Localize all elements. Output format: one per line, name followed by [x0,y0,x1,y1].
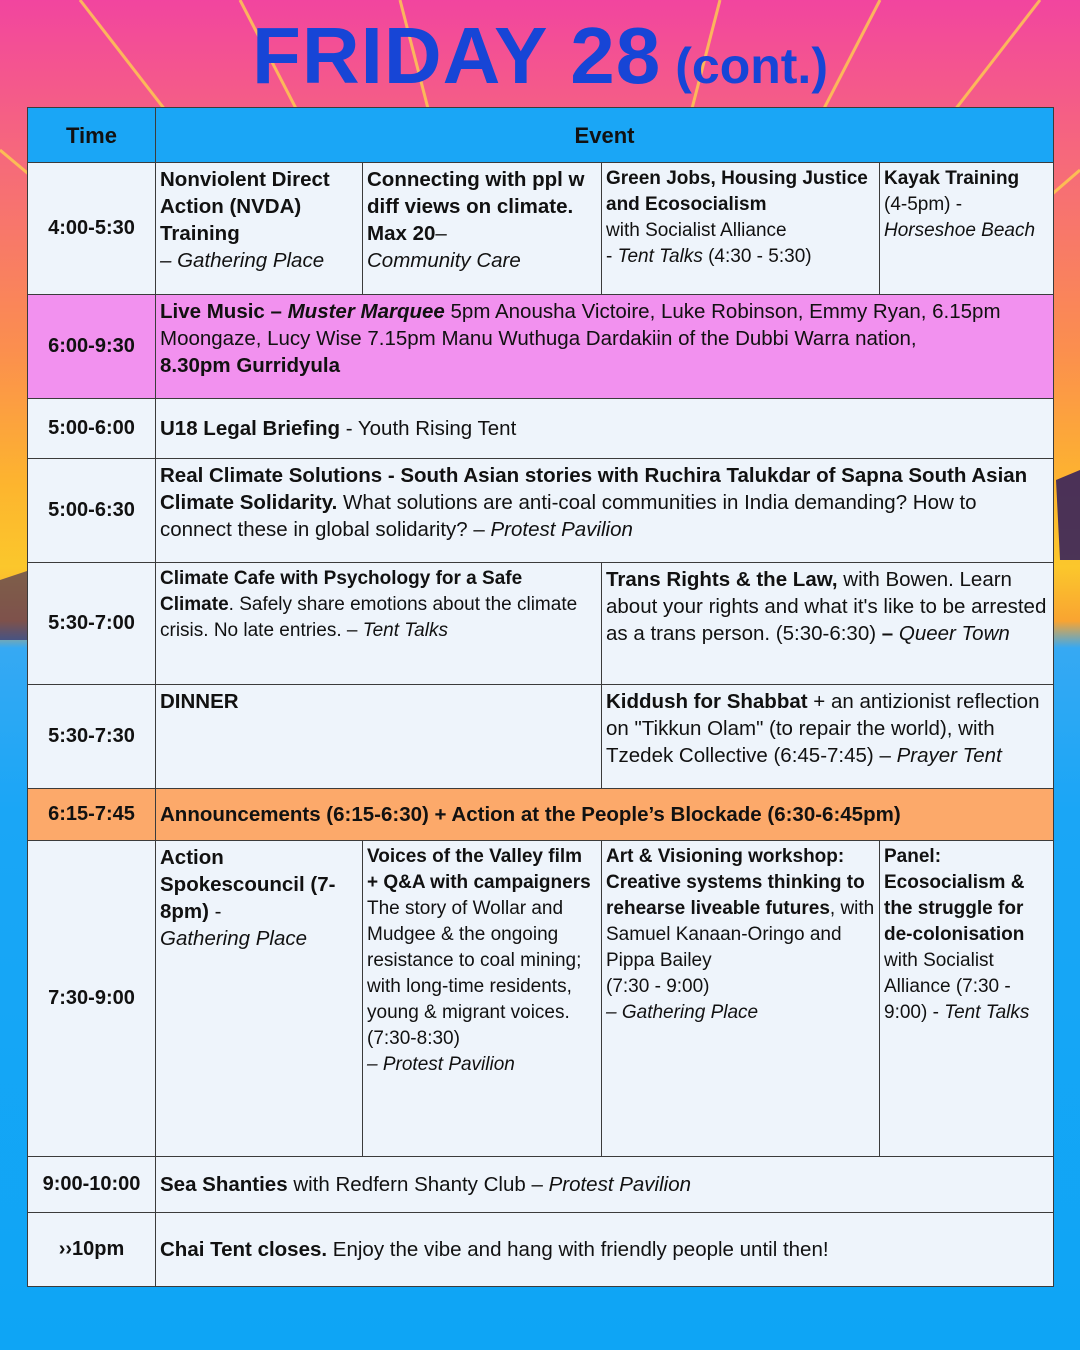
event-cell: Announcements (6:15-6:30) + Action at the People’s Blockade (6:30-6:45pm) [156,789,1054,841]
row-time: 5:30-7:30 [28,685,156,789]
table-row [28,1157,1054,1213]
event-cell: Sea Shanties with Redfern Shanty Club – Protest Pavilion [156,1157,1054,1213]
row-time: 4:00-5:30 [28,163,156,295]
table-row [28,789,1054,841]
table-row [28,563,1054,685]
schedule-table [27,107,1054,1287]
row-time: 5:30-7:00 [28,563,156,685]
event-cell: Art & Visioning workshop: Creative systems thinking to rehearse liveable futures, with Samuel Kanaan-Oringo and Pippa Bailey (7:30 - 9:00) – Gathering Place [602,841,880,1157]
row-time: 7:30-9:00 [28,841,156,1157]
event-cell: Nonviolent Direct Action (NVDA) Training – Gathering Place [156,163,363,295]
event-cell: Green Jobs, Housing Justice and Ecosocialism with Socialist Alliance - Tent Talks (4:30 - 5:30) [602,163,880,295]
event-cell: Voices of the Valley film + Q&A with campaigners The story of Wollar and Mudgee & the ongoing resistance to coal mining; with long-time residents, young & migrant voices. (7:30-8:30) – Protest Pavilion [363,841,602,1157]
event-cell: Kayak Training (4-5pm) - Horseshoe Beach [880,163,1054,295]
event-cell: Live Music – Muster Marquee 5pm Anousha Victoire, Luke Robinson, Emmy Ryan, 6.15pm Moongaze, Lucy Wise 7.15pm Manu Wuthuga Dardakiin of the Dubbi Warra nation, 8.30pm Gurridyula [156,295,1054,399]
event-cell: Trans Rights & the Law, with Bowen. Learn about your rights and what it's like to be arrested as a trans person. (5:30-6:30) – Queer Town [602,563,1054,685]
row-time: 6:00-9:30 [28,295,156,399]
table-row [28,399,1054,459]
page-title [0,10,1080,102]
table-row [28,163,1054,295]
event-cell: Chai Tent closes. Enjoy the vibe and hang with friendly people until then! [156,1213,1054,1287]
row-time: 5:00-6:00 [28,399,156,459]
row-time: 5:00-6:30 [28,459,156,563]
event-cell: U18 Legal Briefing - Youth Rising Tent [156,399,1054,459]
event-cell: Real Climate Solutions - South Asian stories with Ruchira Talukdar of Sapna South Asian Climate Solidarity. What solutions are anti-coal communities in India demanding? How to connect these in global solidarity? – Protest Pavilion [156,459,1054,563]
event-cell: Panel: Ecosocialism & the struggle for de-colonisation with Socialist Alliance (7:30 - 9:00) - Tent Talks [880,841,1054,1157]
header-time: Time [28,108,156,163]
event-cell: Action Spokescouncil (7-8pm) - Gathering Place [156,841,363,1157]
table-row [28,841,1054,1157]
event-cell: DINNER [156,685,602,789]
table-row [28,685,1054,789]
table-row [28,295,1054,399]
table-row [28,459,1054,563]
table-row [28,1213,1054,1287]
title-main: FRIDAY 28 [252,11,662,100]
event-cell: Climate Cafe with Psychology for a Safe Climate. Safely share emotions about the climate crisis. No late entries. – Tent Talks [156,563,602,685]
title-sub: (cont.) [675,38,828,94]
event-cell: Connecting with ppl w diff views on climate. Max 20– Community Care [363,163,602,295]
row-time: ››10pm [28,1213,156,1287]
header-event: Event [156,108,1054,163]
table-header-row [28,108,1054,163]
row-time: 6:15-7:45 [28,789,156,841]
event-cell: Kiddush for Shabbat + an antizionist reflection on "Tikkun Olam" (to repair the world), with Tzedek Collective (6:45-7:45) – Prayer Tent [602,685,1054,789]
row-time: 9:00-10:00 [28,1157,156,1213]
